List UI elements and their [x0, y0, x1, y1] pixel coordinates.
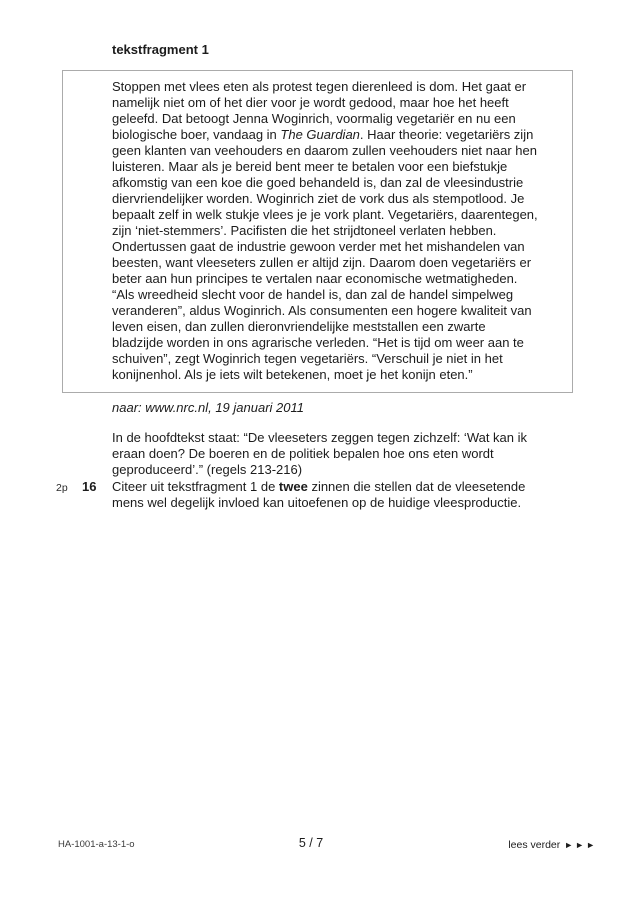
- document-code: HA-1001-a-13-1-o: [58, 839, 135, 850]
- text-segment: konijnenhol. Als je iets wilt betekenen, moet je het konijn eten.”: [112, 367, 473, 382]
- fragment-line: [112, 207, 568, 223]
- question-intro: [112, 430, 527, 478]
- text-segment: afkomstig van een koe die goed behandeld is, dan zal de vleesindustrie: [112, 175, 524, 190]
- fragment-text: [112, 79, 568, 383]
- fragment-line: [112, 351, 568, 367]
- text-segment: Stoppen met vlees eten als protest tegen dierenleed is dom. Het gaat er: [112, 79, 527, 94]
- fragment-line: [112, 255, 568, 271]
- continue-indicator: [508, 839, 597, 851]
- text-segment: Ondertussen gaat de industrie gewoon verder met het mishandelen van: [112, 239, 525, 254]
- question-line: [112, 495, 525, 511]
- text-segment: twee: [278, 479, 308, 494]
- fragment-line: [112, 191, 568, 207]
- page-footer: [0, 836, 636, 854]
- text-segment: geleefd. Dat betoogt Jenna Woginrich, voormalig vegetariër en nu een: [112, 111, 516, 126]
- fragment-line: [112, 271, 568, 287]
- fragment-line: [112, 239, 568, 255]
- text-segment: bepaalt zelf in welk stukje vlees je je vork plant. Vegetariërs, daarentegen,: [112, 207, 538, 222]
- question-line: [112, 479, 525, 495]
- text-segment: In de hoofdtekst staat: “De vleeseters zeggen tegen zichzelf: ‘Wat kan ik: [112, 430, 528, 445]
- fragment-line: [112, 335, 568, 351]
- text-segment: geen klanten van veehouders en daarom zullen veehouders niet naar hen: [112, 143, 537, 158]
- fragment-line: [112, 303, 568, 319]
- fragment-line: [112, 127, 568, 143]
- text-segment: eraan doen? De boeren en de politiek bepalen hoe ons eten wordt: [112, 446, 494, 461]
- intro-line: [112, 430, 527, 446]
- fragment-line: [112, 175, 568, 191]
- fragment-line: [112, 143, 568, 159]
- forward-arrows-icon: ►►►: [564, 840, 597, 850]
- fragment-heading: tekstfragment 1: [112, 42, 209, 57]
- text-segment: veranderen”, aldus Woginrich. Als consumenten een hogere kwaliteit van: [112, 303, 532, 318]
- fragment-line: [112, 111, 568, 127]
- text-fragment-box: [62, 70, 573, 393]
- fragment-line: [112, 95, 568, 111]
- text-segment: “Als wreedheid slecht voor de handel is, dan zal de handel simpelweg: [112, 287, 514, 302]
- page-number: 5 / 7: [298, 836, 324, 850]
- text-segment: namelijk niet om of het dier voor je wordt gedood, maar hoe het heeft: [112, 95, 509, 110]
- text-segment: Citeer uit tekstfragment 1 de: [112, 479, 279, 494]
- intro-line: [112, 446, 527, 462]
- text-segment: biologische boer, vandaag in: [112, 127, 281, 142]
- fragment-line: [112, 79, 568, 95]
- text-segment: beesten, want vleeseters zullen er altijd zijn. Daarom doen vegetariërs er: [112, 255, 532, 270]
- fragment-line: [112, 223, 568, 239]
- text-segment: beter aan hun principes te vertalen naar economische wetmatigheden.: [112, 271, 518, 286]
- text-segment: The Guardian: [280, 127, 360, 142]
- question-points-label: 2p: [56, 482, 68, 494]
- intro-line: [112, 462, 527, 478]
- text-segment: schuiven”, zegt Woginrich tegen vegetariërs. “Verschuil je niet in het: [112, 351, 503, 366]
- fragment-line: [112, 287, 568, 303]
- text-segment: mens wel degelijk invloed kan uitoefenen op de huidige vleesproductie.: [112, 495, 522, 510]
- text-segment: leven eisen, dan zullen dieronvriendelijke meststallen een zwarte: [112, 319, 486, 334]
- question-number: 16: [82, 479, 97, 494]
- text-segment: bladzijde worden in ons agrarische verleden. “Het is tijd om weer aan te: [112, 335, 524, 350]
- fragment-line: [112, 159, 568, 175]
- continue-label: lees verder: [508, 839, 561, 851]
- text-segment: . Haar theorie: vegetariërs zijn: [359, 127, 534, 142]
- fragment-line: [112, 367, 568, 383]
- text-segment: zinnen die stellen dat de vleesetende: [307, 479, 526, 494]
- fragment-line: [112, 319, 568, 335]
- question-text: [112, 479, 525, 511]
- source-attribution: naar: www.nrc.nl, 19 januari 2011: [112, 400, 304, 415]
- text-segment: geproduceerd’.” (regels 213-216): [112, 462, 303, 477]
- text-segment: luisteren. Maar als je bereid bent meer te betalen voor een biefstukje: [112, 159, 508, 174]
- text-segment: diervriendelijker worden. Woginrich ziet de vork dus als stempotlood. Je: [112, 191, 525, 206]
- text-segment: zijn ‘niet-stemmers’. Pacifisten die het strijdtoneel verlaten hebben.: [112, 223, 497, 238]
